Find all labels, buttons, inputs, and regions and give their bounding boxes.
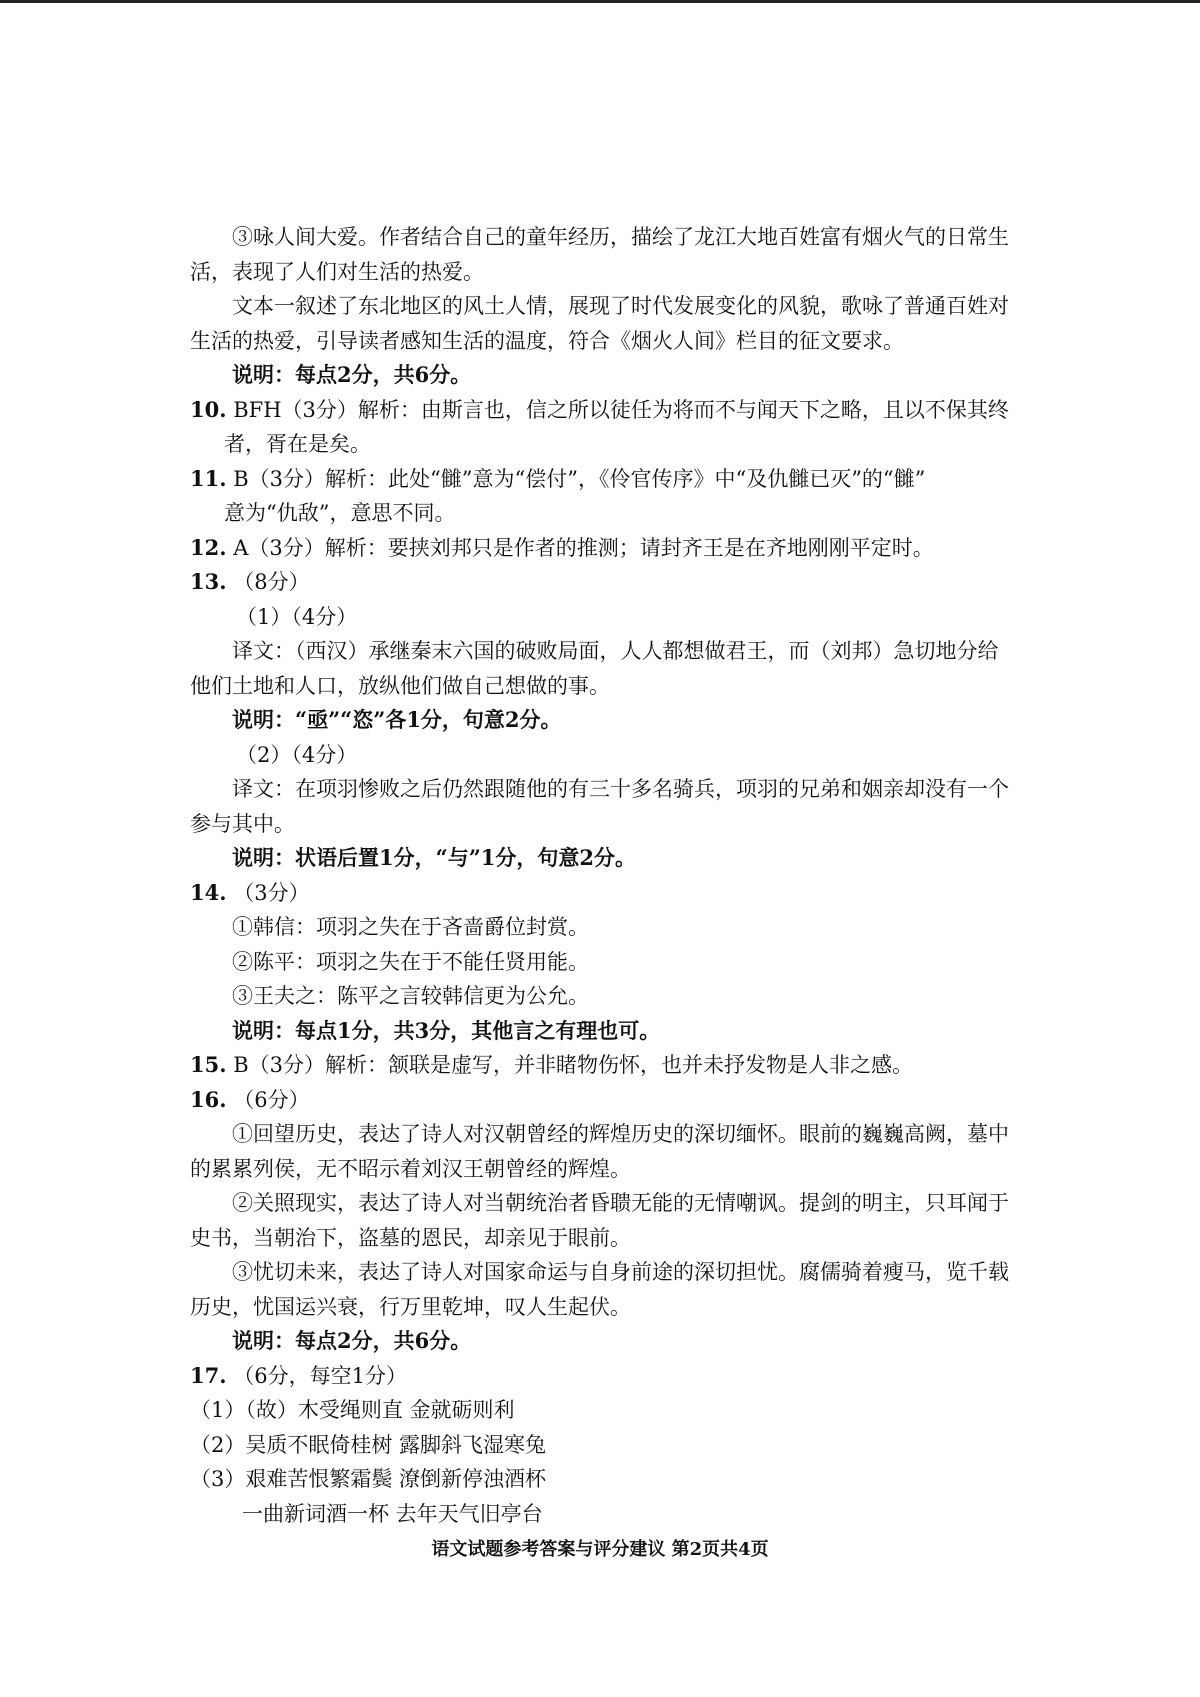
text-line [190,1462,1025,1497]
question-number: 15. [190,1052,227,1077]
line-text: 参与其中。 [190,811,295,836]
question-line [190,565,1025,600]
question-line [190,393,1025,428]
text-line [190,1497,1025,1532]
line-text: A（3分）解析：要挟刘邦只是作者的推测；请封齐王是在齐地刚刚平定时。 [226,535,934,560]
line-text: ③王夫之：陈平之言较韩信更为公允。 [232,984,589,1008]
line-text: （6分，每空1分） [226,1363,407,1388]
line-text: （3分） [226,880,310,905]
answer-content [190,220,1025,1531]
text-line [190,1221,1025,1256]
text-line [190,600,1025,635]
text-line [190,324,1025,359]
text-line [190,979,1025,1014]
line-text: 译文：（西汉）承继秦末六国的破败局面，人人都想做君王，而（刘邦）急切地分给 [232,639,999,663]
text-line [190,496,1025,531]
text-line [190,1117,1025,1152]
line-text: 的累累列侯，无不昭示着刘汉王朝曾经的辉煌。 [190,1156,631,1181]
line-text: B（3分）解析：此处“雠”意为“偿付”，《伶官传序》中“及仇雠已灭”的“雠” [226,466,926,491]
text-line [190,738,1025,773]
text-line [190,255,1025,290]
line-text: 一曲新词酒一杯 去年天气旧亭台 [242,1501,543,1526]
line-text: ①回望历史，表达了诗人对汉朝曾经的辉煌历史的深切缅怀。眼前的巍巍高阙，墓中 [232,1122,1009,1146]
text-line [190,1255,1025,1290]
line-text: 史书，当朝治下，盗墓的恩民，却亲见于眼前。 [190,1225,631,1250]
line-text: 者，胥在是矣。 [224,432,371,456]
line-text: 文本一叙述了东北地区的风土人情，展现了时代发展变化的风貌，歌咏了普通百姓对 [232,294,1009,318]
line-text: （3）艰难苦恨繁霜鬓 潦倒新停浊酒杯 [190,1467,547,1491]
question-number: 13. [190,569,227,594]
line-text: 生活的热爱，引导读者感知生活的温度，符合《烟火人间》栏目的征文要求。 [190,328,904,353]
line-text: 译文：在项羽惨败之后仍然跟随他的有三十多名骑兵，项羽的兄弟和姻亲却没有一个 [232,777,1009,801]
question-line [190,1083,1025,1118]
line-text: ②陈平：项羽之失在于不能任贤用能。 [232,949,589,974]
text-line [190,669,1025,704]
text-line [190,1290,1025,1325]
line-text: 说明：状语后置1分，“与”1分，句意2分。 [232,845,636,870]
scoring-note-line [190,703,1025,738]
line-text: ③忧切未来，表达了诗人对国家命运与自身前途的深切担忧。腐儒骑着瘦马，览千载 [232,1260,1009,1284]
line-text: （1）（故）木受绳则直 金就砺则利 [190,1398,515,1422]
scoring-note-line [190,841,1025,876]
line-text: 说明：每点2分，共6分。 [232,1328,472,1353]
question-number: 11. [190,465,227,491]
line-text: （2）（4分） [236,742,358,767]
scoring-note-line [190,1014,1025,1049]
line-text: B（3分）解析：颔联是虚写，并非睹物伤怀，也并未抒发物是人非之感。 [226,1053,914,1077]
line-text: ②关照现实，表达了诗人对当朝统治者昏聩无能的无情嘲讽。提剑的明主，只耳闻于 [232,1191,1009,1215]
line-text: ③咏人间大爱。作者结合自己的童年经历，描绘了龙江大地百姓富有烟火气的日常生 [232,225,1009,249]
line-text: （2）吴质不眠倚桂树 露脚斜飞湿寒兔 [190,1432,547,1457]
line-text: BFH（3分）解析：由斯言也，信之所以徒任为将而不与闻天下之略，且以不保其终 [226,397,1009,422]
text-line [190,220,1025,255]
line-text: 历史，忧国运兴衰，行万里乾坤，叹人生起伏。 [190,1294,631,1319]
scoring-note-line [190,358,1025,393]
question-line [190,531,1025,566]
text-line [190,634,1025,669]
text-line [190,289,1025,324]
text-line [190,1393,1025,1428]
question-line [190,1048,1025,1083]
question-number: 10. [190,396,227,422]
page-footer: 语文试题参考答案与评分建议 第2页共4页 [431,1539,769,1560]
line-text: 说明：每点1分，共3分，其他言之有理也可。 [232,1017,661,1043]
text-line [190,807,1025,842]
question-number: 14. [190,879,227,905]
text-line [190,1152,1025,1187]
text-line [190,1186,1025,1221]
line-text: （8分） [226,570,310,594]
text-line [190,910,1025,945]
scoring-note-line [190,1324,1025,1359]
text-line [190,945,1025,980]
line-text: （6分） [226,1087,310,1112]
scan-top-edge [0,0,1200,3]
text-line [190,772,1025,807]
line-text: （1）（4分） [236,604,358,629]
line-text: 活，表现了人们对生活的热爱。 [190,259,484,284]
text-line [190,1428,1025,1463]
line-text: 说明：每点2分，共6分。 [232,362,472,387]
question-number: 16. [190,1086,227,1112]
question-line [190,1359,1025,1394]
question-line [190,876,1025,911]
line-text: 意为“仇敌”，意思不同。 [224,501,456,525]
line-text: ①韩信：项羽之失在于吝啬爵位封赏。 [232,915,589,939]
text-line [190,427,1025,462]
line-text: 他们土地和人口，放纵他们做自己想做的事。 [190,673,610,698]
question-number: 12. [190,534,227,560]
question-number: 17. [190,1362,227,1388]
question-line [190,462,1025,497]
line-text: 说明：“亟”“恣”各1分，句意2分。 [232,707,562,732]
